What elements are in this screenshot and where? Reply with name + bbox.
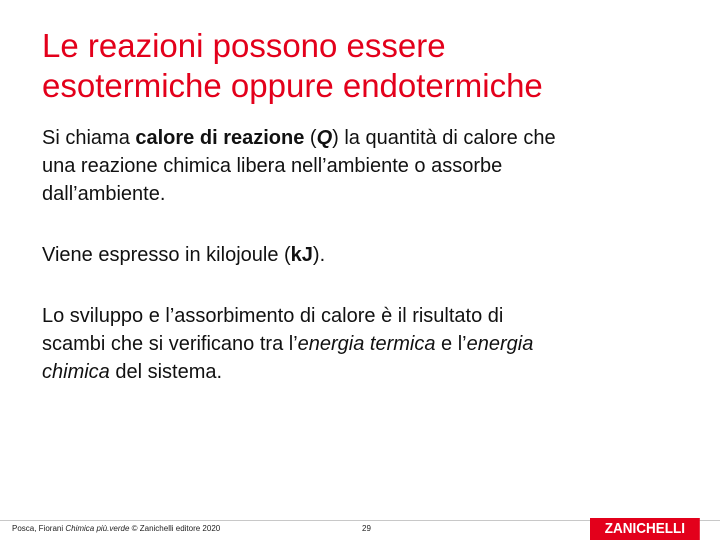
italic-term: energia (466, 333, 534, 355)
unit-kj: kJ (290, 244, 313, 266)
text-run: ( (304, 127, 317, 149)
publisher-logo: ZANICHELLI (590, 518, 700, 540)
italic-term: energia termica (297, 333, 436, 355)
text-run: ) la quantità di calore che (332, 127, 556, 149)
paragraph-line (42, 124, 682, 152)
paragraph-unit (42, 241, 682, 269)
slide-title-line-1: Le reazioni possono essere (42, 27, 446, 64)
paragraph-line (42, 358, 682, 386)
paragraph-line (42, 330, 682, 358)
credit-text: © Zanichelli editore 2020 (129, 524, 221, 533)
paragraph-line: Lo sviluppo e l’assorbimento di calore è il risultato di (42, 305, 504, 327)
text-run: Viene espresso in kilojoule ( (42, 244, 291, 266)
paragraph-energy (42, 302, 682, 386)
text-run: scambi che si verificano tra l’ (42, 333, 298, 355)
paragraph-definition (42, 124, 682, 208)
text-run: Si chiama (42, 127, 136, 149)
credit-text: Posca, Fiorani (12, 524, 66, 533)
slide-footer (0, 508, 720, 540)
slide-title-line-2: esotermiche oppure endotermiche (42, 67, 543, 104)
symbol-q: Q (316, 127, 333, 149)
slide-body (42, 124, 682, 386)
bold-term: calore di reazione (135, 127, 305, 149)
italic-term: chimica (42, 361, 110, 383)
text-run: ). (312, 244, 326, 266)
book-title: Chimica più.verde (65, 524, 130, 533)
footer-credit (12, 524, 220, 534)
text-run: e l’ (435, 333, 467, 355)
text-run: del sistema. (109, 361, 223, 383)
paragraph-line: una reazione chimica libera nell’ambiente o assorbe (42, 155, 503, 177)
slide-title (42, 26, 702, 106)
paragraph-line (42, 241, 682, 269)
paragraph-line: dall’ambiente. (42, 183, 166, 205)
page-number: 29 (362, 524, 371, 533)
